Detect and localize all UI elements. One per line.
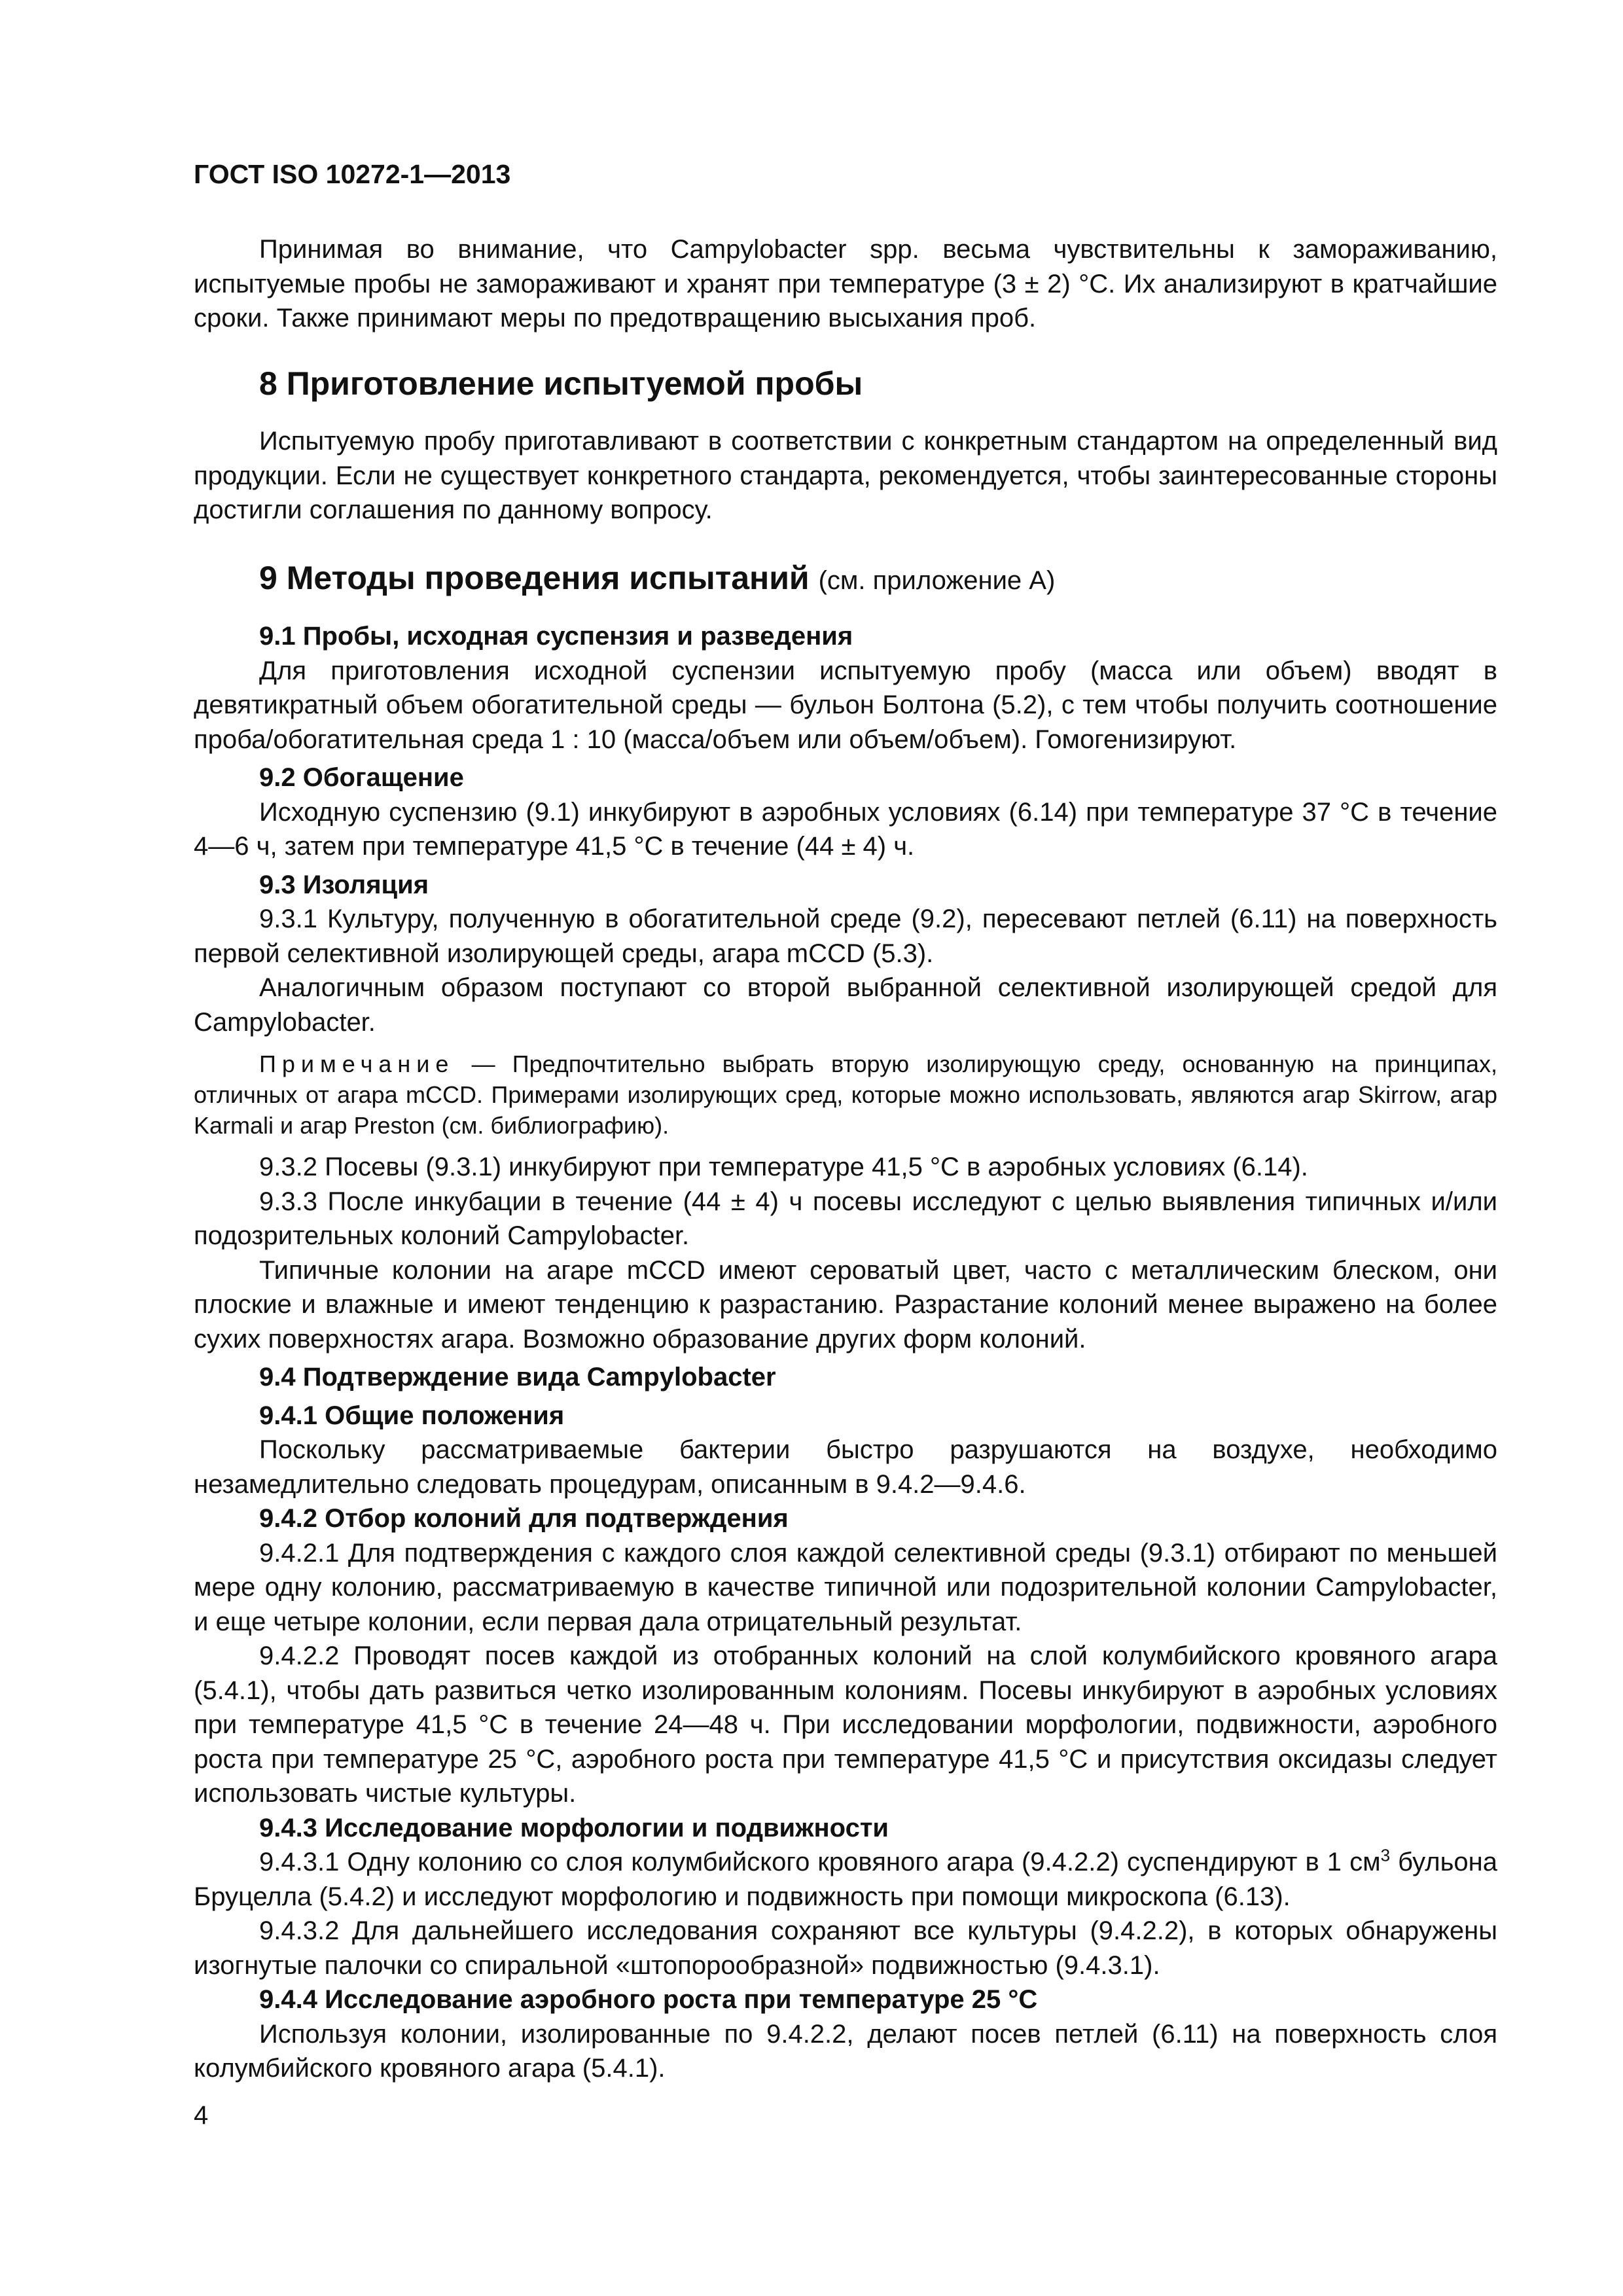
section-9 bbox=[194, 558, 1497, 600]
section-9-4-2-2: 9.4.2.2 Проводят посев каждой из отобранных колоний на слой колумбийского кровяного агара (5.4.1), чтобы дать развиться четко изолированным колониям. Посевы инкубируют в аэробных условиях при температуре 41,5 °С в течение 24—48 ч. При исследовании морфологии, подвижности, аэробного роста при температуре 25 °С, аэробного роста при температуре 41,5 °С и присутствия оксидазы следует использовать чистые культуры. bbox=[194, 1641, 1497, 1808]
section-9-4-2-1: 9.4.2.1 Для подтверждения с каждого слоя каждой селективной среды (9.3.1) отбирают по меньшей мере одну колонию, рассматриваемую в качестве типичной или подозрительной колонии Campylobacter, и еще четыре колонии, если первая дала отрицательный результат. bbox=[194, 1538, 1497, 1636]
section-9-title bbox=[194, 558, 1497, 600]
section-9-4-4-text: Используя колонии, изолированные по 9.4.2.2, делают посев петлей (6.11) на поверхность слоя колумбийского кровяного агара (5.4.1). bbox=[194, 2019, 1497, 2083]
section-9-4-3-title: 9.4.3 Исследование морфологии и подвижности bbox=[259, 1813, 889, 1842]
section-9-2-text: Исходную суспензию (9.1) инкубируют в аэробных условиях (6.14) при температуре 37 °С в течение 4—6 ч, затем при температуре 41,5 °С в течение (44 ± 4) ч. bbox=[194, 797, 1497, 861]
section-9-3-note bbox=[194, 1049, 1497, 1141]
document-header: ГОСТ ISO 10272-1—2013 bbox=[194, 159, 511, 189]
section-9-1-title: 9.1 Пробы, исходная суспензия и разведения bbox=[259, 622, 853, 651]
section-8-title: 8 Приготовление испытуемой пробы bbox=[259, 365, 863, 402]
section-9-3-p5: Типичные колонии на агаре mCCD имеют сероватый цвет, часто с металлическим блеском, они плоские и влажные и имеют тенденцию к разрастанию. Разрастание колоний менее выражено на более сухих поверхностях агара. Возможно образование других форм колоний. bbox=[194, 1255, 1497, 1354]
section-9-4-3-1-part-b: бульона Бруцелла (5.4.2) и исследуют морфологию и подвижность при помощи микроскопа (6.13). bbox=[194, 1848, 1498, 1911]
section-9-4-3-2: 9.4.3.2 Для дальнейшего исследования сохраняют все культуры (9.4.2.2), в которых обнаружены изогнутые палочки со спиральной «штопорообразной» подвижностью (9.4.3.1). bbox=[194, 1916, 1497, 1980]
section-9-3-p3: 9.3.2 Посевы (9.3.1) инкубируют при температуре 41,5 °С в аэробных условиях (6.14). bbox=[259, 1153, 1308, 1181]
page-number: 4 bbox=[194, 2101, 209, 2130]
section-9-2-title: 9.2 Обогащение bbox=[259, 763, 464, 792]
section-9-3-p4: 9.3.3 После инкубации в течение (44 ± 4) ч посевы исследуют с целью выявления типичных и/или подозрительных колоний Campylobacter. bbox=[194, 1187, 1497, 1250]
section-9-title-note: (см. приложение А) bbox=[818, 566, 1056, 595]
note-label: Примечание bbox=[259, 1050, 455, 1077]
section-8 bbox=[194, 364, 1497, 528]
intro-paragraph: Принимая во внимание, что Campylobacter spp. весьма чувствительны к замораживанию, испытуемые пробы не замораживают и хранят при температуре (3 ± 2) °С. Их анализируют в кратчайшие сроки. Также принимают меры по предотвращению высыхания проб. bbox=[194, 235, 1497, 332]
section-8-text: Испытуемую пробу приготавливают в соответствии с конкретным стандартом на определенный вид продукции. Если не существует конкретного стандарта, рекомендуется, чтобы заинтересованные стороны достигли соглашения по данному вопросу. bbox=[194, 427, 1497, 524]
section-9-4-4-title: 9.4.4 Исследование аэробного роста при температуре 25 °С bbox=[259, 1985, 1038, 2014]
section-9-4-2-title: 9.4.2 Отбор колоний для подтверждения bbox=[259, 1504, 789, 1533]
section-9-4-3-1-part-a: 9.4.3.1 Одну колонию со слоя колумбийского кровяного агара (9.4.2.2) суспендируют в 1 см bbox=[259, 1848, 1381, 1876]
section-9-3-p1: 9.3.1 Культуру, полученную в обогатительной среде (9.2), пересевают петлей (6.11) на поверхность первой селективной изолирующей среды, агара mCCD (5.3). bbox=[194, 905, 1497, 968]
intro-block bbox=[194, 232, 1497, 336]
section-9-4-3-1 bbox=[194, 1845, 1497, 1914]
note-text: — Предпочтительно выбрать вторую изолирующую среду, основанную на принципах, отличных от агара mCCD. Примерами изолирующих сред, которые можно использовать, являются агар Skirrow, агар Karmali и агар Preston (см. библиографию). bbox=[194, 1050, 1497, 1139]
section-9-4-1-text: Поскольку рассматриваемые бактерии быстро разрушаются на воздухе, необходимо незамедлительно следовать процедурам, описанным в 9.4.2—9.4.6. bbox=[194, 1435, 1497, 1499]
superscript-3: 3 bbox=[1380, 1845, 1391, 1865]
section-9-3-title: 9.3 Изоляция bbox=[259, 870, 429, 899]
section-9-body bbox=[194, 619, 1497, 2086]
section-9-4-1-title: 9.4.1 Общие положения bbox=[259, 1401, 565, 1430]
section-9-title-text: 9 Методы проведения испытаний bbox=[259, 560, 810, 596]
section-9-1-text: Для приготовления исходной суспензии испытуемую пробу (масса или объем) вводят в девятикратный объем обогатительной среды — бульон Болтона (5.2), с тем чтобы получить соотношение проба/обогатительная среда 1 : 10 (масса/объем или объем/объем). Гомогенизируют. bbox=[194, 656, 1497, 754]
section-9-4-title: 9.4 Подтверждение вида Campylobacter bbox=[259, 1363, 776, 1391]
section-9-3-p2: Аналогичным образом поступают со второй выбранной селективной изолирующей средой для Campylobacter. bbox=[194, 973, 1497, 1037]
